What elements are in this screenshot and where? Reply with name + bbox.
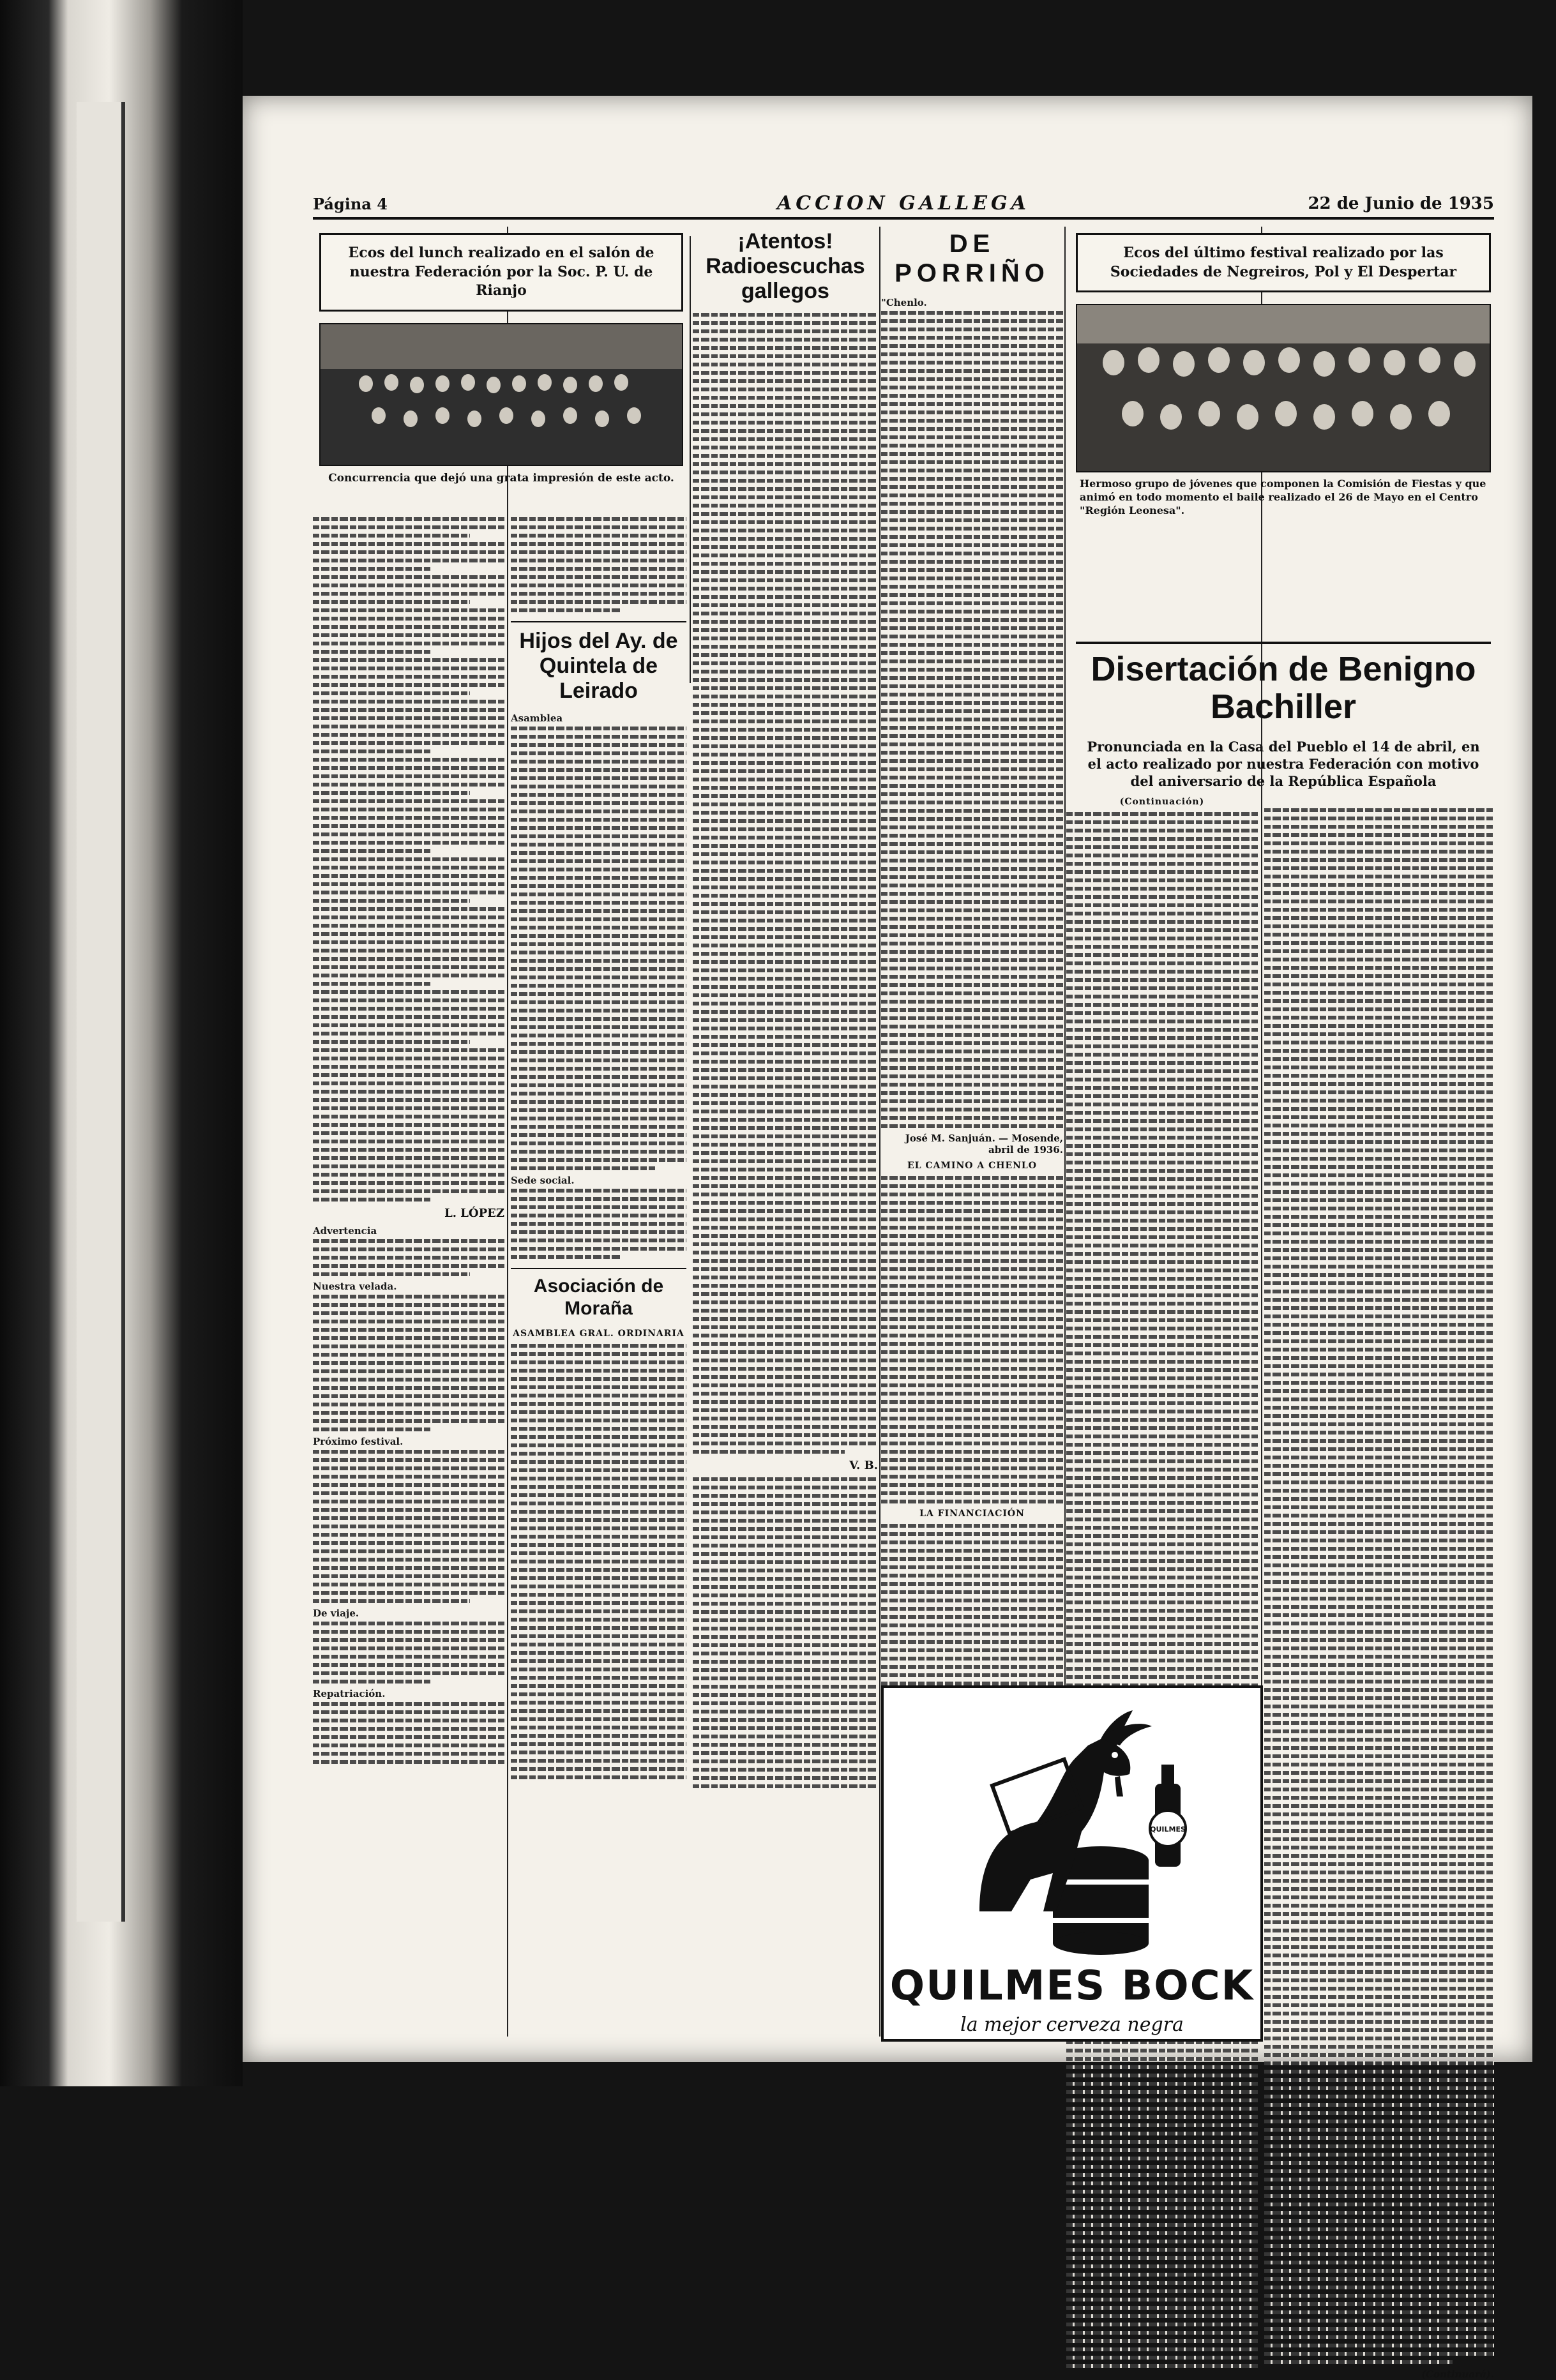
lopez-signature: L. LÓPEZ <box>444 1207 504 1220</box>
viaje-label: De viaje. <box>313 1608 359 1619</box>
bottle-label: QUILMES <box>1150 1825 1186 1834</box>
photo-backdrop <box>321 324 682 369</box>
rianjo-title-box <box>319 233 683 312</box>
photo-backdrop <box>1077 305 1490 343</box>
column-rule <box>690 236 691 683</box>
rianjo-title: Ecos del lunch realizado en el salón de nuestra Federación por la Soc. P. U. de Rianjo <box>348 245 654 299</box>
morana-headline: Asociación de Moraña <box>511 1268 686 1320</box>
page-header <box>313 185 1494 220</box>
rianjo-group-photo <box>319 323 683 466</box>
velada-label: Nuestra velada. <box>313 1281 397 1292</box>
column-6 <box>1264 792 1494 2380</box>
camino-subhead: EL CAMINO A CHENLO <box>907 1161 1037 1171</box>
masthead: ACCION GALLEGA <box>777 192 1030 215</box>
binding-strip <box>77 102 125 1922</box>
column-rule <box>879 227 880 2037</box>
financiacion-subhead: LA FINANCIACIÓN <box>919 1509 1025 1519</box>
disertacion-subtitle: Pronunciada en la Casa del Pueblo el 14 de abril, en el acto realizado por nuestra Federación con motivo del aniversario de la República Española <box>1087 738 1480 790</box>
disertacion-article <box>1076 642 1491 798</box>
column-2 <box>511 517 686 2037</box>
negreiros-title-box <box>1076 233 1491 292</box>
sanjuan-signature: José M. Sanjuán. — Mosende, abril de 1936. <box>905 1133 1063 1156</box>
negreiros-photo-caption: Hermoso grupo de jóvenes que componen la Comisión de Fiestas y que animó en todo momento el baile realizado el 26 de Mayo en el Centro "Región Leonesa". <box>1080 478 1486 516</box>
goat-barrel-illustration <box>909 1701 1235 1956</box>
ad-slogan: la mejor cerveza negra <box>960 2014 1184 2036</box>
negreiros-title: Ecos del último festival realizado por las Sociedades de Negreiros, Pol y El Despertar <box>1110 245 1457 280</box>
vb-signature: V. B. <box>849 1459 878 1473</box>
quilmes-bock-ad <box>881 1685 1263 2042</box>
morana-subhead: ASAMBLEA GRAL. ORDINARIA <box>513 1329 684 1339</box>
disertacion-title: Disertación de Benigno Bachiller <box>1076 642 1491 727</box>
advertencia-label: Advertencia <box>313 1225 377 1237</box>
rianjo-photo-caption: Concurrencia que dejó una grata impresión de este acto. <box>328 472 674 485</box>
chenlo-quote: "Chenlo. <box>881 297 927 308</box>
repatriacion-label: Repatriación. <box>313 1688 386 1699</box>
continuacion-label: (Continuación) <box>1119 797 1205 807</box>
newspaper-page <box>243 96 1532 2380</box>
rianjo-article <box>319 233 683 490</box>
page-number: Página 4 <box>313 195 388 213</box>
porrino-headline: DE PORRIÑO <box>895 230 1050 287</box>
column-1-text <box>313 517 504 1201</box>
issue-date: 22 de Junio de 1935 <box>1308 194 1494 213</box>
column-3 <box>693 227 878 2037</box>
column-1 <box>313 517 504 2037</box>
radioescuchas-headline: ¡Atentos! Radioescuchas gallegos <box>706 229 865 304</box>
continuara-label: (Continuará). <box>1421 2369 1494 2380</box>
sede-social-label: Sede social. <box>511 1175 575 1187</box>
festival-label: Próximo festival. <box>313 1436 404 1447</box>
negreiros-article <box>1076 233 1491 523</box>
ad-brand: QUILMES BOCK <box>889 1962 1255 2010</box>
asamblea-label: Asamblea <box>511 712 563 725</box>
quintela-headline: Hijos del Ay. de Quintela de Leirado <box>511 621 686 704</box>
column-rule <box>507 227 508 2037</box>
negreiros-group-photo <box>1076 304 1491 472</box>
